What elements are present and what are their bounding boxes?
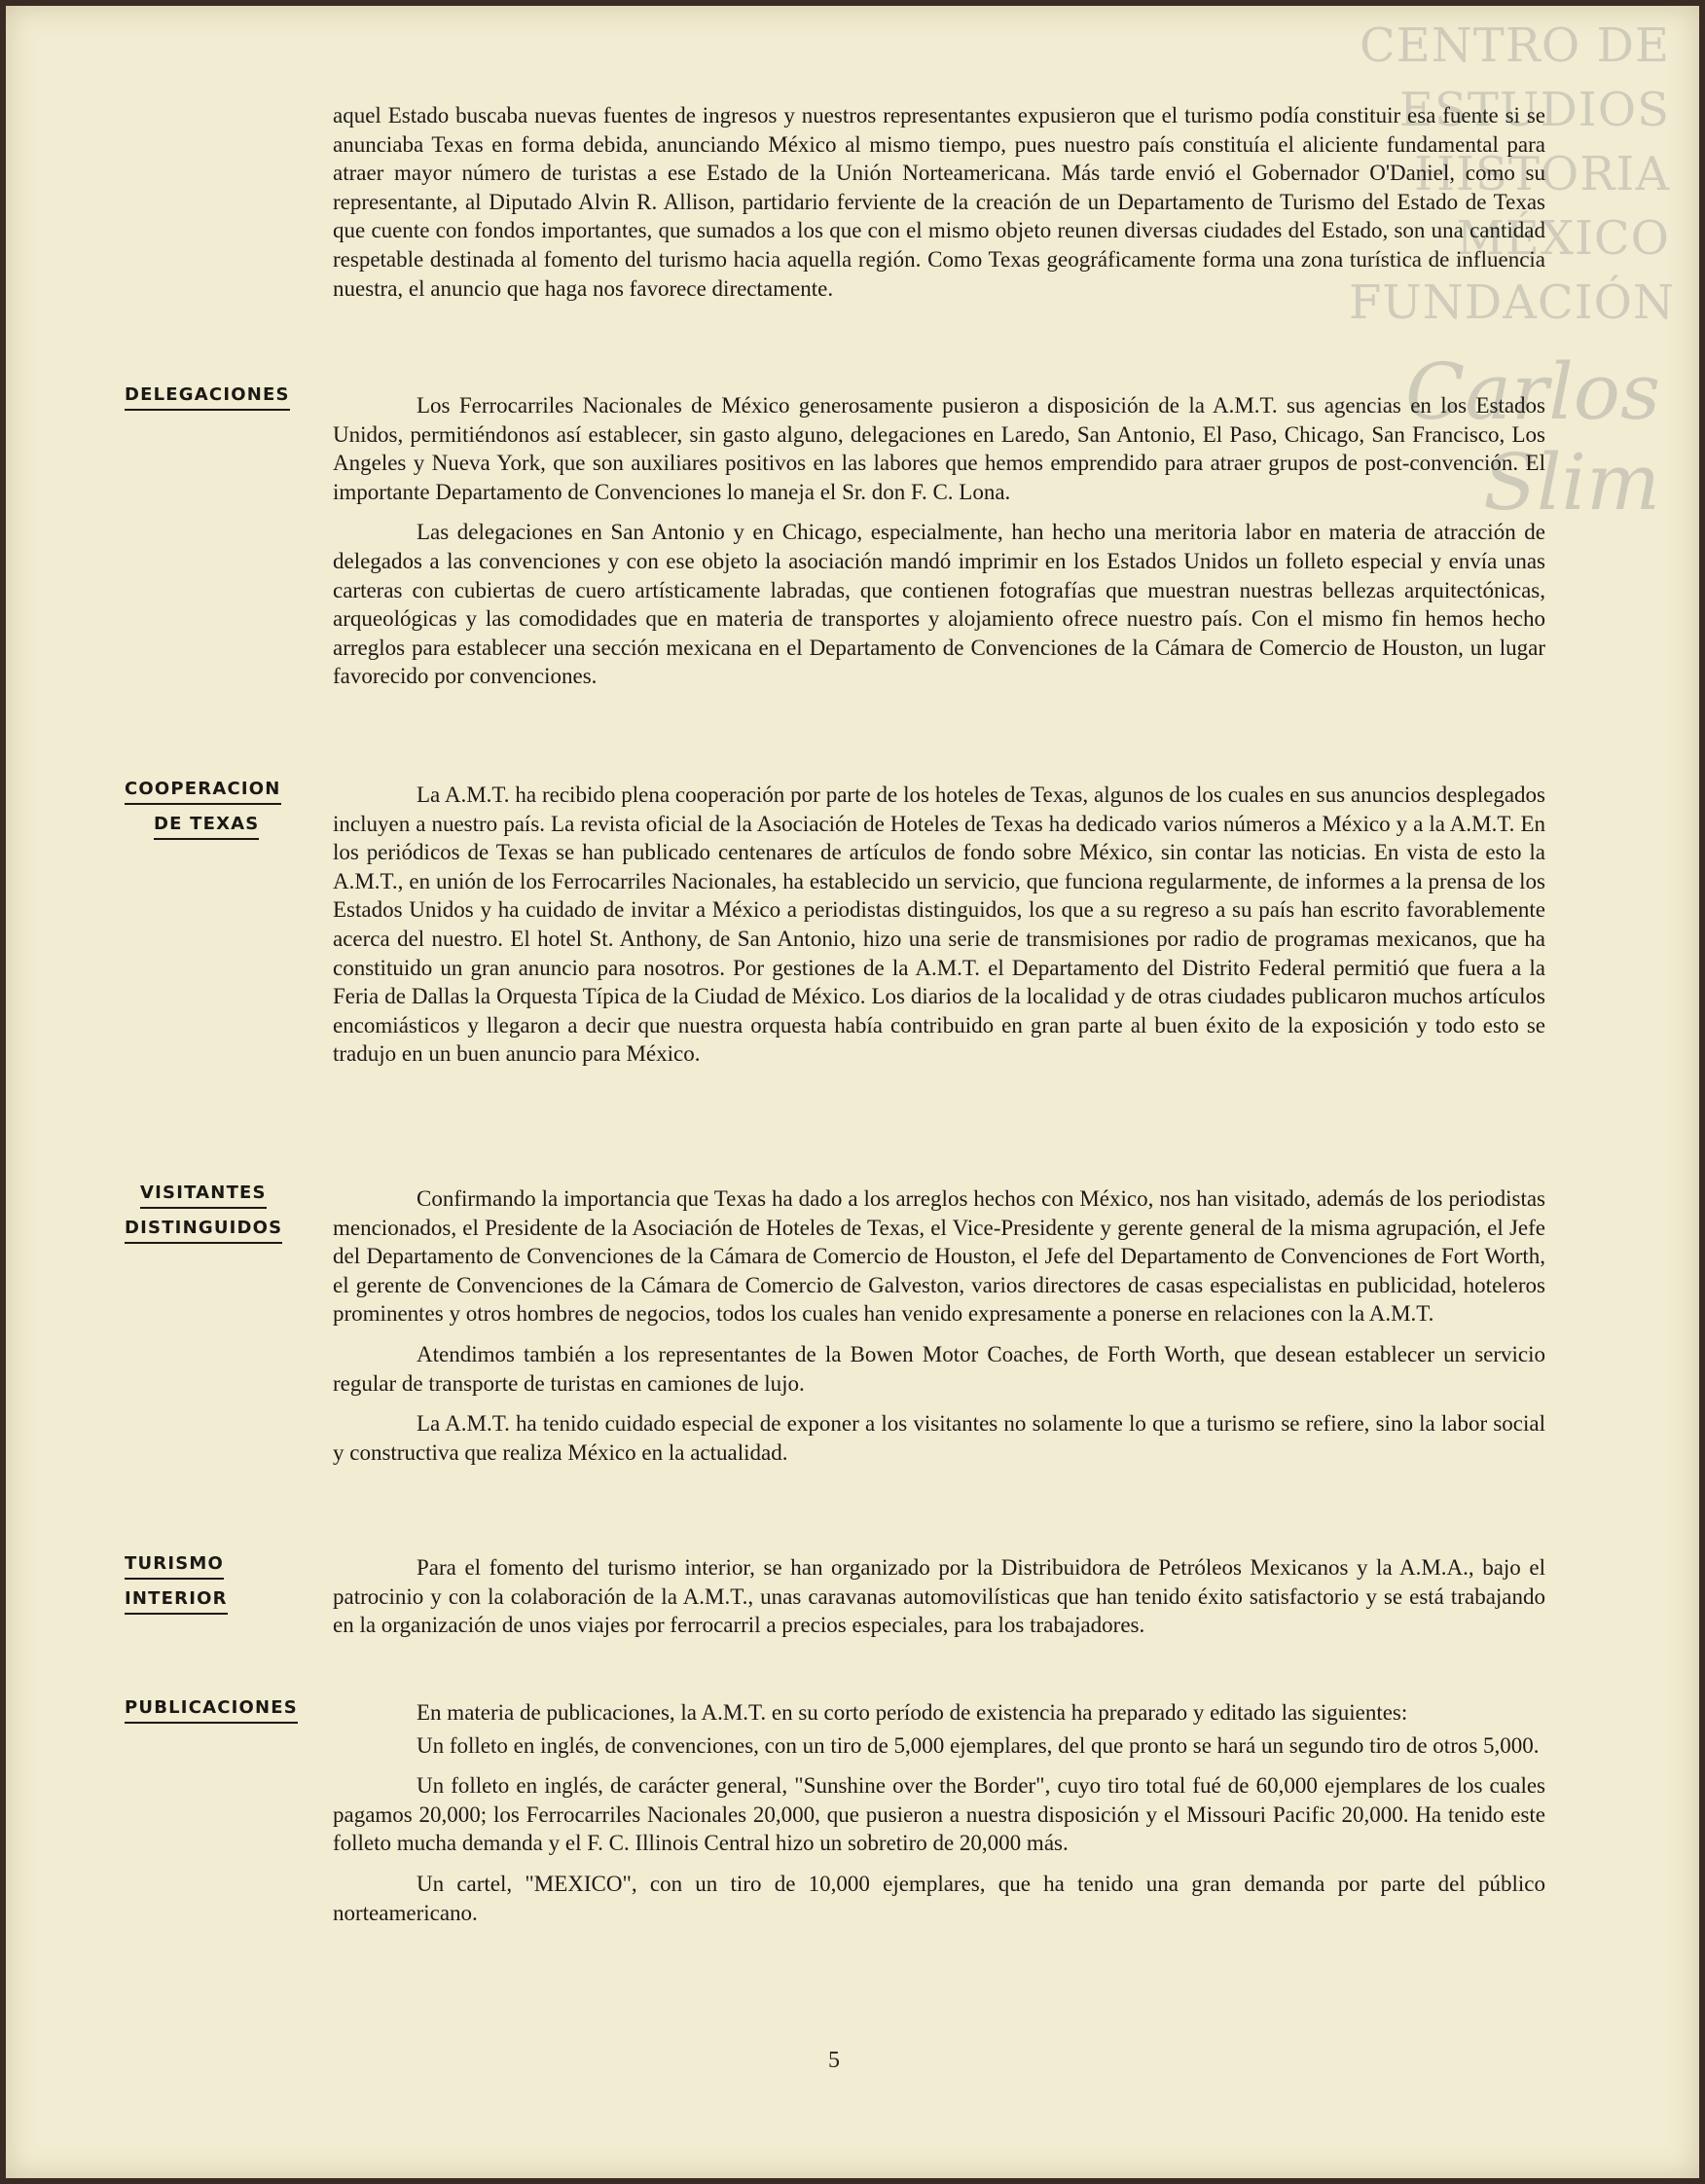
section-delegaciones (333, 391, 1545, 703)
label-line: DELEGACIONES (125, 382, 290, 411)
paragraph: Un folleto en inglés, de convenciones, con un tiro de 5,000 ejemplares, del que pronto se hará un segundo tiro de otros 5,000. (417, 1732, 1540, 1758)
paragraph: Las delegaciones en San Antonio y en Chicago, especialmente, han hecho una meritoria labor en materia de atracción de delegados a las convenciones y con ese objeto la asociación mandó imprimir en los Estados Unidos un folleto especial y envía unas carteras con cubiertas de cuero artísticamente labradas, que contienen fotografías que muestran nuestras bellezas arquitectónicas, arqueológicas y las comodidades que en materia de transportes y alojamiento ofrece nuestro país. Con el mismo fin hemos hecho arreglos para establecer una sección mexicana en el Departamento de Convenciones de la Cámara de Comercio de Houston, un lugar favorecido por convenciones. (333, 520, 1545, 689)
label-line: COOPERACION (125, 776, 281, 805)
label-line: PUBLICACIONES (125, 1694, 298, 1724)
watermark-signature: Carlos Slim (1405, 346, 1660, 528)
paragraph: En materia de publicaciones, la A.M.T. en su corto período de existencia ha preparado y editado las siguientes: (417, 1700, 1408, 1725)
label-line: INTERIOR (125, 1585, 228, 1615)
label-line: TURISMO (125, 1550, 224, 1580)
paragraph: Los Ferrocarriles Nacionales de México generosamente pusieron a disposición de la A.M.T. sus agencias en los Estados Unidos, permitiéndonos así establecer, sin gasto alguno, delegaciones en Laredo, San Antonio, El Paso, Chicago, San Francisco, Los Angeles y Nueva York, que son auxiliares positivos en las labores que hemos emprendido para atraer grupos de post-convención. El importante Departamento de Convenciones lo maneja el Sr. don F. C. Lona. (333, 393, 1545, 504)
paragraph: Para el fomento del turismo interior, se han organizado por la Distribuidora de Petróleos Mexicanos y la A.M.A., bajo el patrocinio y con la colaboración de la A.M.T., unas caravanas automovilísticas que han tenido éxito satisfactorio y se está trabajando en la organización de unos viajes por ferrocarril a precios especiales, para los trabajadores. (333, 1555, 1545, 1638)
section-label-cooperacion (125, 776, 309, 846)
watermark-line: HISTORIA (1414, 147, 1670, 201)
intro-block (333, 101, 1545, 314)
paragraph: Un folleto en inglés, de carácter general, "Sunshine over the Border", cuyo tiro total fué de 60,000 ejemplares de los cuales pagamos 20,000; los Ferrocarriles Nacionales 20,000, que pusieron a nuestra disposición y el Missouri Pacific 20,000. Ha tenido este folleto mucha demanda y el F. C. Illinois Central hizo un sobretiro de 20,000 más. (333, 1773, 1545, 1856)
watermark-line: MÉXICO (1456, 211, 1670, 266)
section-label-turismo (125, 1550, 309, 1620)
label-line: DISTINGUIDOS (125, 1215, 282, 1244)
label-line: VISITANTES (140, 1180, 267, 1209)
paragraph: Confirmando la importancia que Texas ha dado a los arreglos hechos con México, nos han visitado, además de los periodistas mencionados, el Presidente de la Asociación de Hoteles de Texas, el Vice-Presidente y gerente general de la misma agrupación, el Jefe del Departamento de Convenciones de la Cámara de Comercio de Houston, el Jefe del Departamento de Convenciones de Fort Worth, el gerente de Convenciones de la Cámara de Comercio de Galveston, varios directores de casas especialistas en publicidad, hoteleros prominentes y otros hombres de negocios, todos los cuales han venido expresamente a ponerse en relaciones con la A.M.T. (333, 1186, 1545, 1327)
watermark-line: ESTUDIOS (1398, 83, 1670, 137)
section-cooperacion (333, 781, 1545, 1080)
paragraph: La A.M.T. ha tenido cuidado especial de exponer a los visitantes no solamente lo que a turismo se refiere, sino la labor social y constructiva que realiza México en la actualidad. (333, 1411, 1545, 1465)
watermark-line: CENTRO DE (1359, 18, 1670, 73)
paragraph: La A.M.T. ha recibido plena cooperación por parte de los hoteles de Texas, algunos de los cuales en sus anuncios desplegados incluyen a nuestro país. La revista oficial de la Asociación de Hoteles de Texas ha dedicado varios números a México y a la A.M.T. En los periódicos de Texas se han publicado centenares de artículos de fondo sobre México, sin contar las noticias. En vista de esto la A.M.T., en unión de los Ferrocarriles Nacionales, ha establecido un servicio, que funciona regularmente, de informes a la prensa de los Estados Unidos y ha cuidado de invitar a México a periodistas distinguidos, los que a su regreso a su país han escrito favorablemente acerca del nuestro. El hotel St. Anthony, de San Antonio, hizo una serie de transmisiones por radio de programas mexicanos, que ha constituido un gran anuncio para nosotros. Por gestiones de la A.M.T. el Departamento del Distrito Federal permitió que fuera a la Feria de Dallas la Orquesta Típica de la Ciudad de México. Los diarios de la localidad y de otras ciudades publicaron muchos artículos encomiásticos y llegaron a decir que nuestra orquesta había contribuido en gran parte al buen éxito de la exposición y todo esto se tradujo en un buen anuncio para México. (333, 783, 1545, 1067)
section-visitantes (333, 1184, 1545, 1478)
page-number: 5 (828, 2048, 840, 2073)
section-turismo (333, 1553, 1545, 1652)
watermark-line: FUNDACIÓN (1349, 275, 1675, 330)
section-publicaciones (333, 1698, 1545, 1939)
intro-paragraph: aquel Estado buscaba nuevas fuentes de ingresos y nuestros representantes expusieron que el turismo podía constituir esa fuente si se anunciaba Texas en forma debida, anunciando México al mismo tiempo, pues nuestro país constituía el aliciente fundamental para atraer mayor número de turistas a ese Estado de la Unión Norteamericana. Más tarde envió el Gobernador O'Daniel, como su representante, al Diputado Alvin R. Allison, partidario ferviente de la creación de un Departamento de Turismo del Estado de Texas que cuente con fondos importantes, que sumados a los que con el mismo objeto reunen diversas ciudades del Estado, son una cantidad respetable destinada al fomento del turismo hacia aquella región. Como Texas geográficamente forma una zona turística de influencia nuestra, el anuncio que haga nos favorece directamente. (333, 103, 1545, 301)
paragraph: Un cartel, "MEXICO", con un tiro de 10,000 ejemplares, que ha tenido una gran demanda por parte del público norteamericano. (333, 1871, 1545, 1925)
document-page (6, 6, 1699, 2178)
section-label-publicaciones (125, 1694, 309, 1729)
section-label-delegaciones (125, 382, 309, 417)
paragraph: Atendimos también a los representantes de la Bowen Motor Coaches, de Forth Worth, que desean establecer un servicio regular de transporte de turistas en camiones de lujo. (333, 1341, 1545, 1396)
label-line: DE TEXAS (154, 811, 259, 840)
section-label-visitantes (125, 1180, 309, 1250)
